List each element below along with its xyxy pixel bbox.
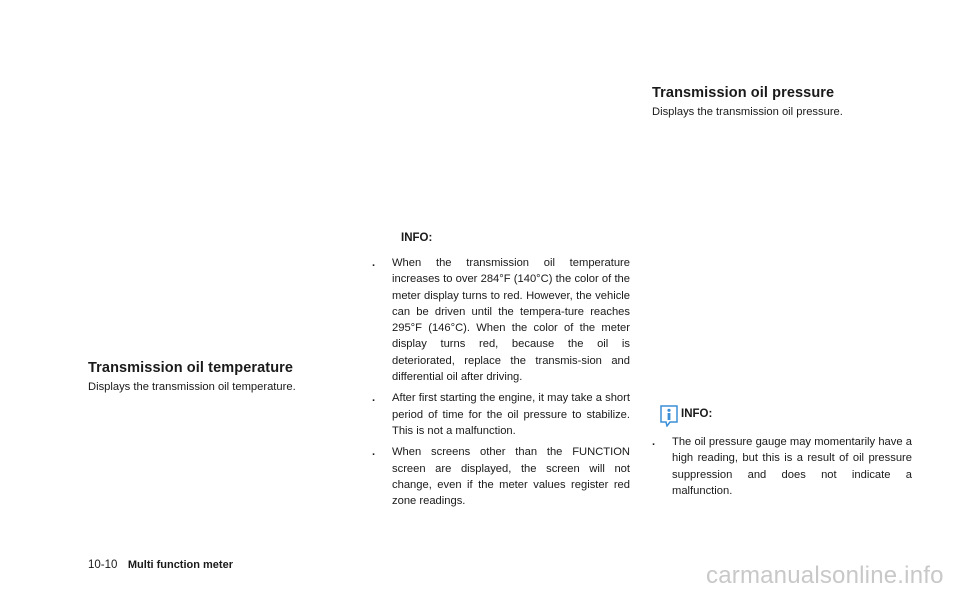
info-label-pressure: INFO: — [681, 408, 713, 420]
section-body-oil-pressure: Displays the transmission oil pressure. — [652, 106, 843, 118]
info-label-temperature: INFO: — [401, 232, 433, 244]
info-bullet-list-pressure — [652, 434, 912, 504]
page-footer — [88, 555, 233, 573]
list-item: . The oil pressure gauge may momentarily have a high reading, but this is a result of oil pressure suppression and does not indicate a malfunction. — [652, 436, 912, 497]
info-bullet-list-temperature — [372, 255, 630, 514]
section-title: Multi function meter — [127, 559, 233, 571]
info-icon — [659, 405, 679, 427]
section-heading-oil-pressure: Transmission oil pressure — [652, 85, 835, 101]
list-item: . When screens other than the FUNCTION screen are displayed, the screen will not change, even if the meter values register red zone readings. — [372, 446, 630, 508]
list-item: . After first starting the engine, it may take a short period of time for the oil pressure to stabilize. This is not a malfunction. — [372, 392, 630, 437]
section-body-oil-temperature: Displays the transmission oil temperature. — [88, 381, 296, 393]
list-item: . When the transmission oil temperature increases to over 284°F (140°C) the color of the meter display turns to red. However, the vehicle can be driven until the tempera-ture reaches 295°F (146°C). When the color of the meter display turns red, because the oil is deteriorated, replace the transmis-sion and differential oil after driving. — [372, 257, 630, 384]
section-heading-oil-temperature: Transmission oil temperature — [88, 360, 294, 376]
watermark: carmanualsonline.info — [706, 562, 944, 589]
page-number: 10-10 — [88, 559, 118, 571]
